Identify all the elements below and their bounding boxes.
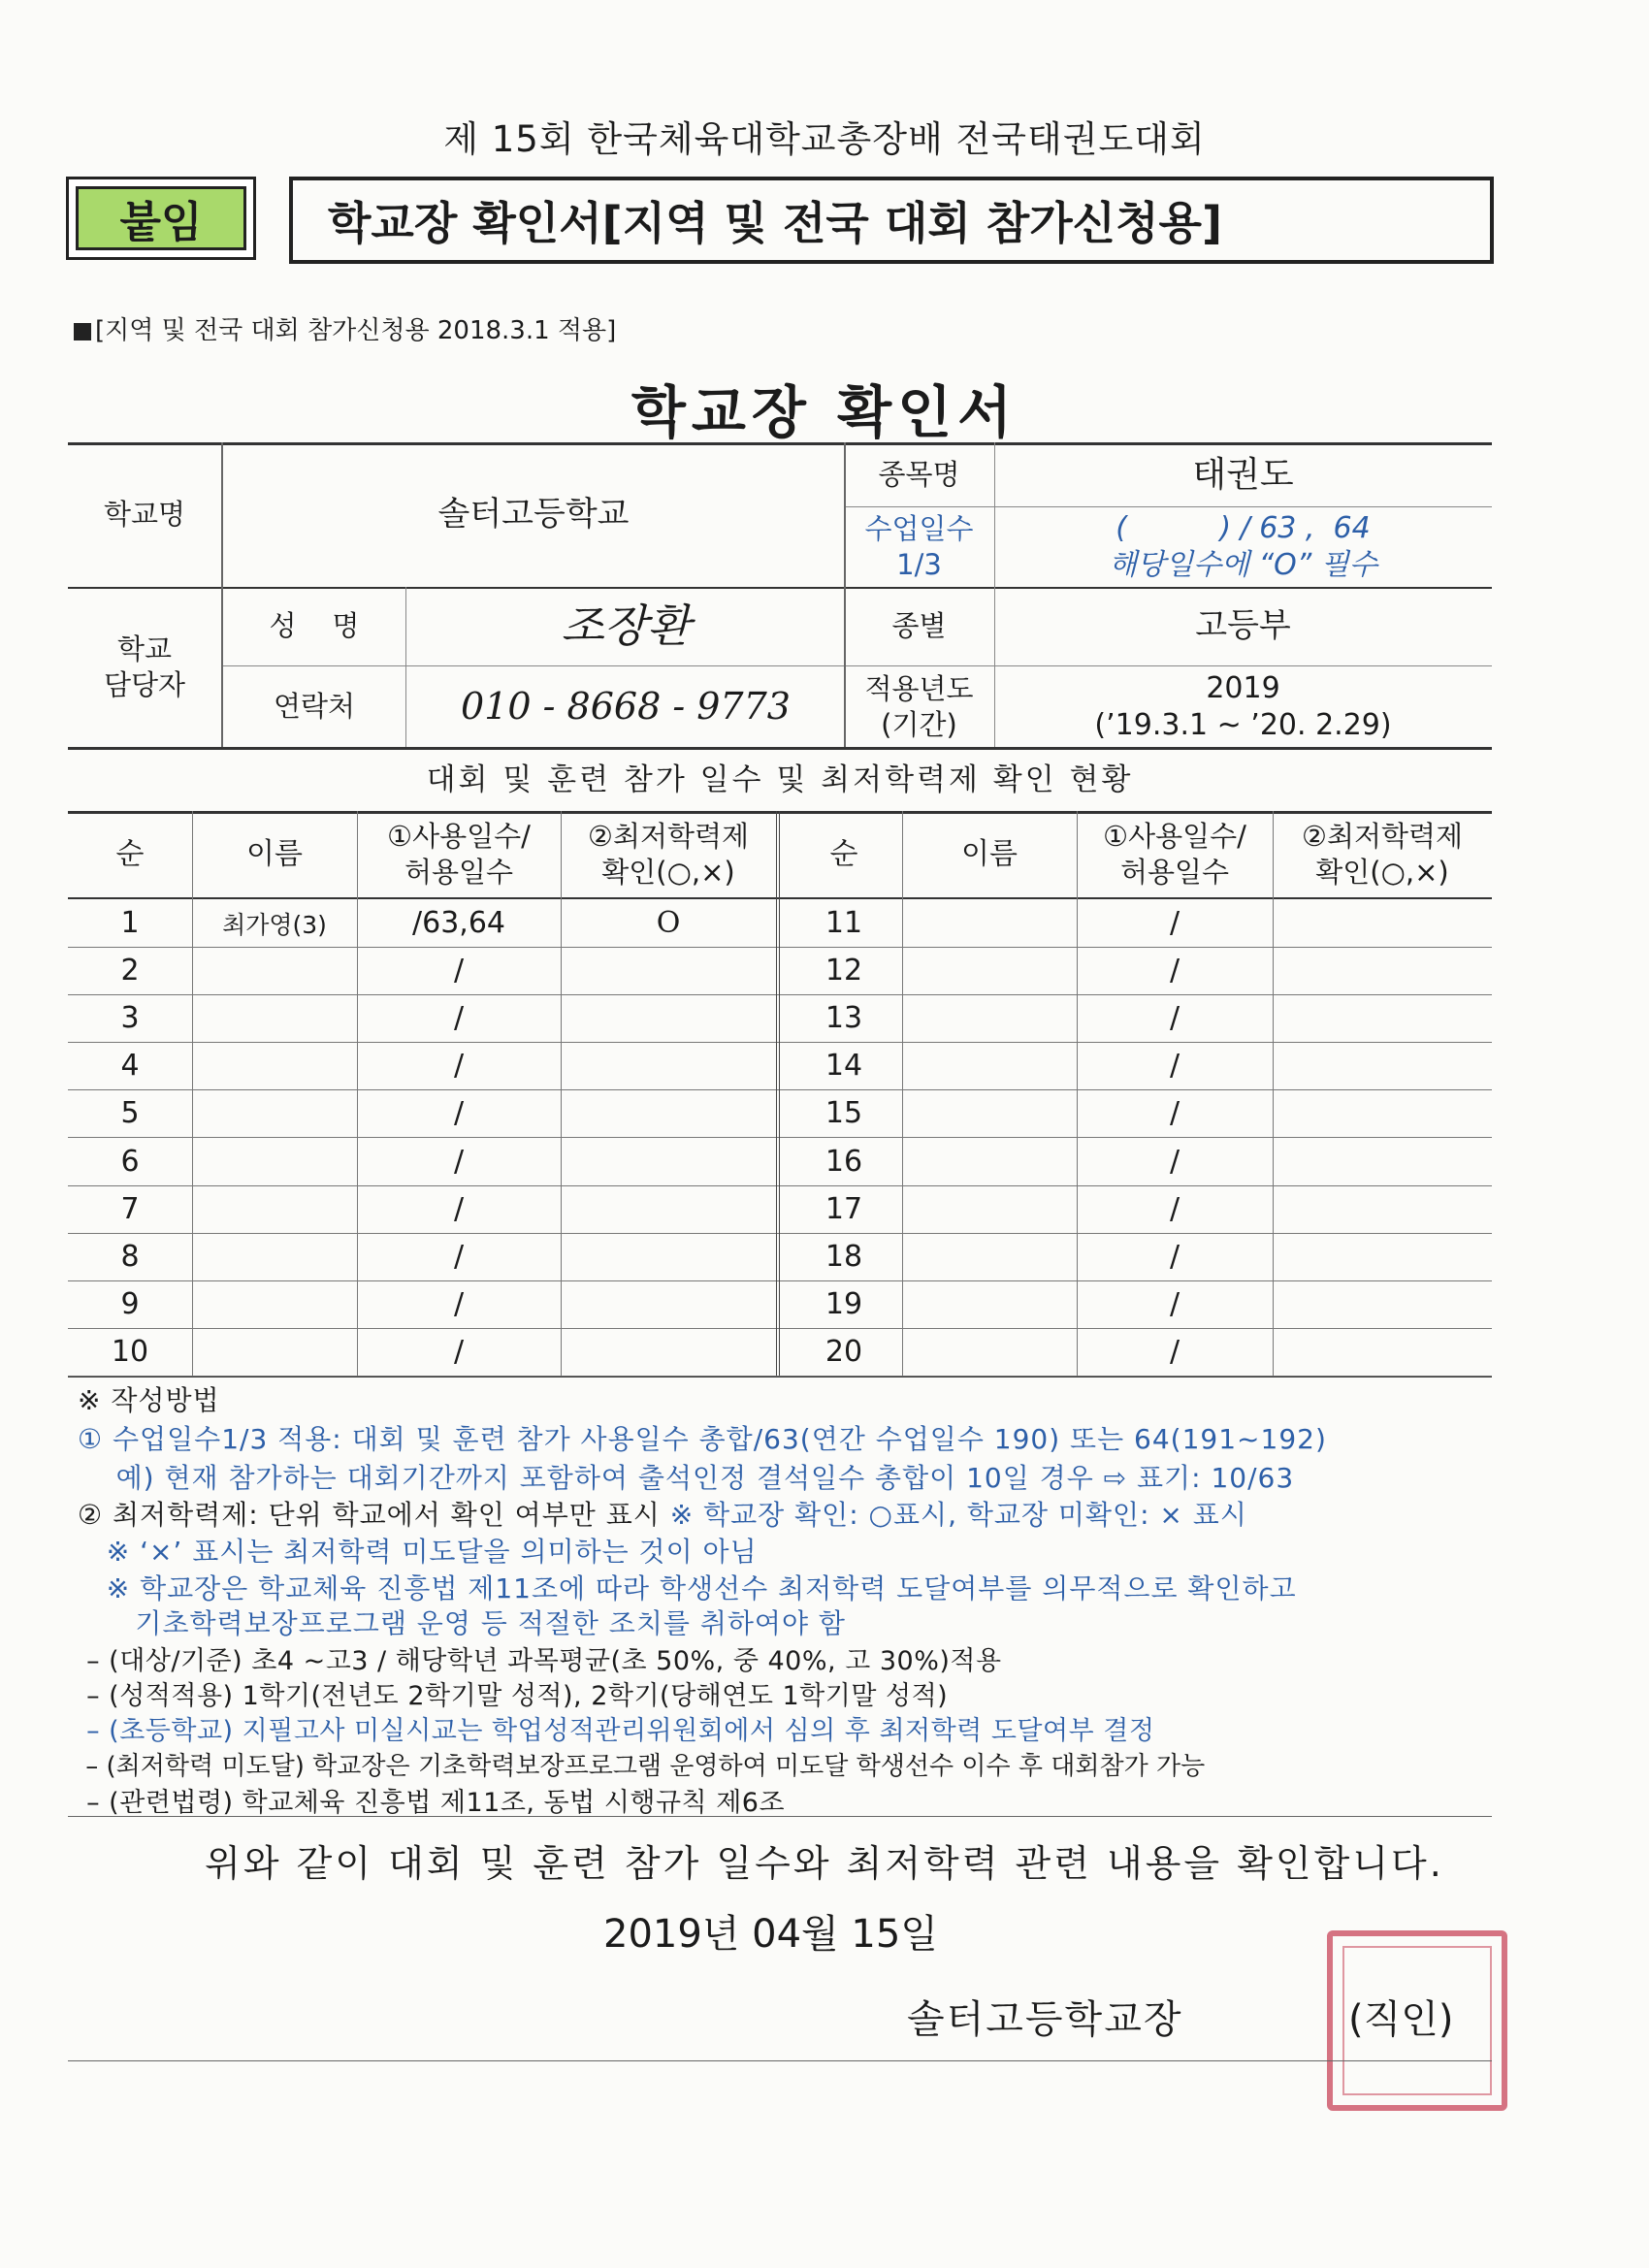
row-number: 10 bbox=[111, 1334, 149, 1369]
player-name bbox=[192, 1089, 357, 1137]
days-used: / bbox=[1169, 906, 1180, 940]
row-number: 17 bbox=[824, 1191, 863, 1226]
col-name-right: 이름 bbox=[961, 836, 1018, 871]
event-label: 종목명 bbox=[878, 457, 960, 491]
days-used: / bbox=[453, 1286, 465, 1321]
class-days-note: 해당일수에 “O” 필수 bbox=[1109, 547, 1377, 582]
min-achievement-check bbox=[1273, 1280, 1492, 1328]
phone-label: 연락처 bbox=[273, 690, 356, 724]
row-number: 9 bbox=[120, 1286, 140, 1321]
school-name: 솔터고등학교 bbox=[437, 495, 630, 535]
min-achievement-check bbox=[1273, 1233, 1492, 1280]
row-number: 6 bbox=[120, 1144, 140, 1179]
division-label: 종별 bbox=[891, 609, 947, 643]
days-used: /63,64 bbox=[412, 906, 505, 940]
period-value: (’19.3.1 ~ ’20. 2.29) bbox=[1094, 707, 1392, 742]
min-achievement-check bbox=[561, 1280, 776, 1328]
name-value: 조장환 bbox=[561, 599, 691, 652]
table-row bbox=[68, 1233, 1492, 1281]
class-days-label-text: 수업일수 bbox=[864, 512, 974, 546]
col-days-left-2: 허용일수 bbox=[404, 855, 514, 889]
min-achievement-check bbox=[1273, 994, 1492, 1042]
division-value: 고등부 bbox=[1195, 606, 1291, 646]
row-number: 4 bbox=[120, 1049, 140, 1084]
min-achievement-check bbox=[561, 1089, 776, 1137]
days-used: / bbox=[453, 1239, 465, 1274]
min-achievement-check bbox=[1273, 947, 1492, 994]
row-number: 1 bbox=[120, 906, 140, 940]
method-line-6: 기초학력보장프로그램 운영 등 적절한 조치를 취하여야 함 bbox=[78, 1607, 846, 1639]
min-achievement-check bbox=[1273, 899, 1492, 947]
min-achievement-check bbox=[561, 1185, 776, 1233]
confirmation-statement: 위와 같이 대회 및 훈련 참가 일수와 최저학력 관련 내용을 확인합니다. bbox=[205, 1842, 1444, 1885]
year-value-box bbox=[994, 666, 1492, 747]
method-line-2: 예) 현재 참가하는 대회기간까지 포함하여 출석인정 결석일수 총합이 10일 경우 ⇨ 표기: 10/63 bbox=[78, 1462, 1295, 1494]
min-achievement-check bbox=[561, 1042, 776, 1089]
row-number: 20 bbox=[824, 1334, 863, 1369]
method-line-8: – (성적적용) 1학기(전년도 2학기말 성적), 2학기(당해연도 1학기말 성적) bbox=[78, 1681, 949, 1711]
table-row bbox=[68, 1280, 1492, 1329]
row-number: 16 bbox=[824, 1144, 863, 1179]
row-number: 2 bbox=[120, 954, 140, 988]
table-title: 대회 및 훈련 참가 일수 및 최저학력제 확인 현황 bbox=[426, 761, 1134, 797]
player-name bbox=[902, 947, 1077, 994]
header-box: 학교장 확인서[지역 및 전국 대회 참가신청용] bbox=[289, 177, 1494, 264]
name-label: 성 명 bbox=[269, 609, 360, 643]
class-days-label bbox=[844, 506, 994, 587]
contact-person-label-1: 학교 bbox=[116, 632, 173, 666]
method-line-10: – (최저학력 미도달) 학교장은 기초학력보장프로그램 운영하여 미도달 학생선수 이수 후 대회참가 가능 bbox=[78, 1752, 1206, 1781]
player-name bbox=[902, 1042, 1077, 1089]
days-used: / bbox=[453, 1191, 465, 1226]
min-achievement-check bbox=[561, 1138, 776, 1185]
table-row bbox=[68, 1138, 1492, 1186]
seal-label: (직인) bbox=[1348, 1997, 1454, 2042]
player-name bbox=[902, 1185, 1077, 1233]
player-name bbox=[192, 1233, 357, 1280]
player-name: 최가영(3) bbox=[222, 910, 327, 939]
player-name bbox=[192, 947, 357, 994]
table-row bbox=[68, 994, 1492, 1043]
col-days-right bbox=[1077, 811, 1273, 897]
col-days-right-2: 허용일수 bbox=[1119, 855, 1230, 889]
contact-person-label-2: 담당자 bbox=[103, 667, 186, 701]
min-achievement-check bbox=[1273, 1185, 1492, 1233]
days-used: / bbox=[453, 1049, 465, 1084]
days-used: / bbox=[1169, 1239, 1180, 1274]
min-achievement-check bbox=[561, 1233, 776, 1280]
col-check-left-1: ②최저학력제 bbox=[587, 820, 750, 854]
year-value: 2019 bbox=[1206, 671, 1280, 705]
days-used: / bbox=[1169, 1096, 1180, 1131]
method-line-3b: ※ 학교장 확인: ○표시, 학교장 미확인: × 표시 bbox=[669, 1499, 1247, 1531]
row-number: 13 bbox=[824, 1001, 863, 1036]
days-used: / bbox=[1169, 1334, 1180, 1369]
min-achievement-check bbox=[561, 947, 776, 994]
year-label-text: 적용년도 bbox=[864, 672, 974, 706]
table-row bbox=[68, 1042, 1492, 1090]
col-check-right bbox=[1273, 811, 1492, 897]
days-used: / bbox=[453, 954, 465, 988]
min-achievement-check bbox=[1273, 1089, 1492, 1137]
year-label-sub: (기간) bbox=[881, 707, 957, 741]
player-name bbox=[192, 1185, 357, 1233]
table-row bbox=[68, 1089, 1492, 1138]
min-achievement-check bbox=[1273, 1138, 1492, 1185]
method-line-11: – (관련법령) 학교체육 진흥법 제11조, 동법 시행규칙 제6조 bbox=[78, 1788, 786, 1818]
table-row bbox=[68, 947, 1492, 995]
row-number: 12 bbox=[824, 954, 863, 988]
days-used: / bbox=[1169, 1286, 1180, 1321]
min-achievement-check bbox=[1273, 1328, 1492, 1376]
row-number: 15 bbox=[824, 1096, 863, 1131]
player-name bbox=[192, 1138, 357, 1185]
col-days-right-1: ①사용일수/ bbox=[1103, 820, 1246, 854]
player-name bbox=[192, 994, 357, 1042]
table-row bbox=[68, 1328, 1492, 1377]
method-line-9: – (초등학교) 지필고사 미실시교는 학업성적관리위원회에서 심의 후 최저학력 도달여부 결정 bbox=[78, 1716, 1155, 1746]
player-name bbox=[902, 1280, 1077, 1328]
days-used: / bbox=[453, 1144, 465, 1179]
row-number: 3 bbox=[120, 1001, 140, 1036]
row-number: 5 bbox=[120, 1096, 140, 1131]
class-days-value: ( ) / 63 , 64 bbox=[1116, 511, 1371, 545]
days-used: / bbox=[453, 1334, 465, 1369]
days-used: / bbox=[453, 1096, 465, 1131]
table-row bbox=[68, 899, 1492, 948]
principal-signer: 솔터고등학교장 bbox=[907, 1997, 1183, 2042]
method-line-7: – (대상/기준) 초4 ~고3 / 해당학년 과목평균(초 50%, 중 40%, 고 30%)적용 bbox=[78, 1646, 1002, 1676]
method-line-5: ※ 학교장은 학교체육 진흥법 제11조에 따라 학생선수 최저학력 도달여부를 의무적으로 확인하고 bbox=[78, 1572, 1297, 1604]
player-name bbox=[192, 1328, 357, 1376]
min-achievement-check bbox=[561, 1328, 776, 1376]
method-line-1: ① 수업일수1/3 적용: 대회 및 훈련 참가 사용일수 총합/63(연간 수업일수 190) 또는 64(191~192) bbox=[78, 1423, 1327, 1455]
days-used: / bbox=[1169, 954, 1180, 988]
method-line-4: ※ ‘×’ 표시는 최저학력 미도달을 의미하는 것이 아님 bbox=[78, 1536, 758, 1568]
player-name bbox=[192, 1042, 357, 1089]
method-line-3a: ② 최저학력제: 단위 학교에서 확인 여부만 표시 bbox=[78, 1499, 670, 1531]
player-name bbox=[902, 899, 1077, 947]
player-name bbox=[902, 994, 1077, 1042]
col-name-left: 이름 bbox=[246, 836, 303, 871]
player-name bbox=[902, 1328, 1077, 1376]
contact-person-label bbox=[68, 587, 221, 747]
player-name bbox=[902, 1233, 1077, 1280]
days-used: / bbox=[1169, 1144, 1180, 1179]
col-check-right-2: 확인(○,×) bbox=[1315, 855, 1449, 889]
days-used: / bbox=[1169, 1191, 1180, 1226]
col-check-left bbox=[561, 811, 776, 897]
row-number: 8 bbox=[120, 1239, 140, 1274]
square-bullet-icon bbox=[74, 323, 91, 340]
col-check-left-2: 확인(○,×) bbox=[601, 855, 735, 889]
col-no-right: 순 bbox=[829, 836, 858, 871]
applicability-note bbox=[74, 310, 616, 346]
phone-value: 010 - 8668 - 9773 bbox=[461, 684, 791, 728]
player-name bbox=[902, 1138, 1077, 1185]
event-value: 태권도 bbox=[1192, 454, 1294, 495]
badge-label: 붙임 bbox=[76, 186, 246, 250]
table-header bbox=[68, 811, 1492, 897]
year-label bbox=[844, 666, 994, 747]
table-row bbox=[68, 1185, 1492, 1234]
row-number: 19 bbox=[824, 1286, 863, 1321]
player-name bbox=[902, 1089, 1077, 1137]
min-achievement-check bbox=[561, 994, 776, 1042]
attachment-badge bbox=[66, 177, 256, 260]
min-achievement-check bbox=[1273, 1042, 1492, 1089]
min-achievement-check: O bbox=[656, 906, 681, 940]
competition-title: 제 15회 한국체육대학교총장배 전국태권도대회 bbox=[443, 118, 1206, 160]
player-name bbox=[192, 1280, 357, 1328]
applicability-note-text: [지역 및 전국 대회 참가신청용 2018.3.1 적용] bbox=[95, 316, 617, 345]
col-days-left-1: ①사용일수/ bbox=[387, 820, 531, 854]
document-title: 학교장 확인서 bbox=[630, 379, 1018, 445]
row-number: 7 bbox=[120, 1191, 140, 1226]
days-used: / bbox=[1169, 1001, 1180, 1036]
method-heading: ※ 작성방법 bbox=[78, 1384, 220, 1416]
days-used: / bbox=[1169, 1049, 1180, 1084]
days-used: / bbox=[453, 1001, 465, 1036]
class-days-ratio: 1/3 bbox=[896, 547, 942, 581]
row-number: 11 bbox=[824, 906, 863, 940]
class-days-value-box bbox=[994, 506, 1492, 587]
row-number: 18 bbox=[824, 1239, 863, 1274]
col-days-left bbox=[357, 811, 561, 897]
col-no-left: 순 bbox=[115, 836, 145, 871]
row-number: 14 bbox=[824, 1049, 863, 1084]
method-line-3 bbox=[78, 1494, 1247, 1533]
col-check-right-1: ②최저학력제 bbox=[1301, 820, 1464, 854]
school-label: 학교명 bbox=[103, 498, 186, 532]
issue-date: 2019년 04월 15일 bbox=[603, 1912, 938, 1957]
